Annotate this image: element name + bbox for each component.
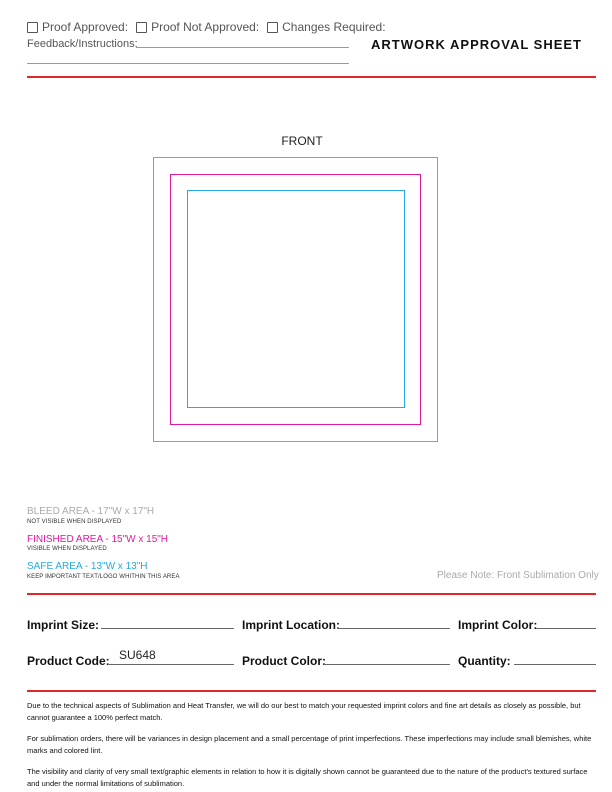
product-code-label: Product Code: <box>27 654 110 668</box>
finished-area-title: FINISHED AREA - 15"W x 15"H <box>27 534 169 545</box>
product-color-field[interactable] <box>324 664 450 665</box>
imprint-color-field[interactable] <box>536 628 596 629</box>
approval-options <box>27 20 394 34</box>
finished-area-note: VISIBLE WHEN DISPLAYED <box>27 546 107 552</box>
header-divider <box>27 76 596 78</box>
disclaimer-paragraph-1: Due to the technical aspects of Sublimation and Heat Transfer, we will do our best to match your requested imprint colors and fine art details as closely as possible, but cannot guarantee a 100% perfect match. <box>27 701 581 722</box>
feedback-input-line-2[interactable] <box>27 63 349 64</box>
bleed-area-note: NOT VISIBLE WHEN DISPLAYED <box>27 519 122 525</box>
safe-area-title: SAFE AREA - 13"W x 13"H <box>27 561 148 572</box>
proof-approved-option[interactable] <box>27 20 128 34</box>
feedback-label: Feedback/Instructions: <box>27 38 138 50</box>
imprint-location-label: Imprint Location: <box>242 618 340 632</box>
fields-top-divider <box>27 593 596 595</box>
proof-not-approved-option[interactable] <box>136 20 259 34</box>
proof-approved-label: Proof Approved: <box>42 20 129 34</box>
safe-area-note: KEEP IMPORTANT TEXT/LOGO WHITHIN THIS AREA <box>27 574 180 580</box>
quantity-field[interactable] <box>514 664 596 665</box>
disclaimer-paragraph-3: The visibility and clarity of very small text/graphic elements in relation to how it is digitally shown cannot be guaranteed due to the nature of the product's textured surface and under the normal limitations of sublimation. <box>27 767 588 788</box>
changes-required-option[interactable] <box>267 20 385 34</box>
page-title: ARTWORK APPROVAL SHEET <box>371 37 582 52</box>
imprint-color-label: Imprint Color: <box>458 618 538 632</box>
disclaimer-divider <box>27 690 596 692</box>
product-code-field[interactable] <box>109 664 234 665</box>
feedback-input-line-1[interactable] <box>136 47 349 48</box>
quantity-label: Quantity: <box>458 654 511 668</box>
changes-required-checkbox[interactable] <box>267 22 278 33</box>
changes-required-label: Changes Required: <box>282 20 386 34</box>
bleed-area-title: BLEED AREA - 17"W x 17"H <box>27 506 155 517</box>
product-color-label: Product Color: <box>242 654 326 668</box>
disclaimer-paragraph-2: For sublimation orders, there will be variances in design placement and a small percentage of print imperfections. These imperfections may include small blemishes, white marks and colored lint. <box>27 734 592 755</box>
imprint-size-field[interactable] <box>101 628 234 629</box>
proof-not-approved-label: Proof Not Approved: <box>151 20 260 34</box>
front-view-label: FRONT <box>281 134 323 148</box>
imprint-size-label: Imprint Size: <box>27 618 100 632</box>
proof-approved-checkbox[interactable] <box>27 22 38 33</box>
safe-area-box <box>187 190 405 408</box>
proof-not-approved-checkbox[interactable] <box>136 22 147 33</box>
sublimation-note: Please Note: Front Sublimation Only <box>437 570 599 581</box>
product-code-value[interactable]: SU648 <box>119 648 156 662</box>
imprint-location-field[interactable] <box>337 628 450 629</box>
